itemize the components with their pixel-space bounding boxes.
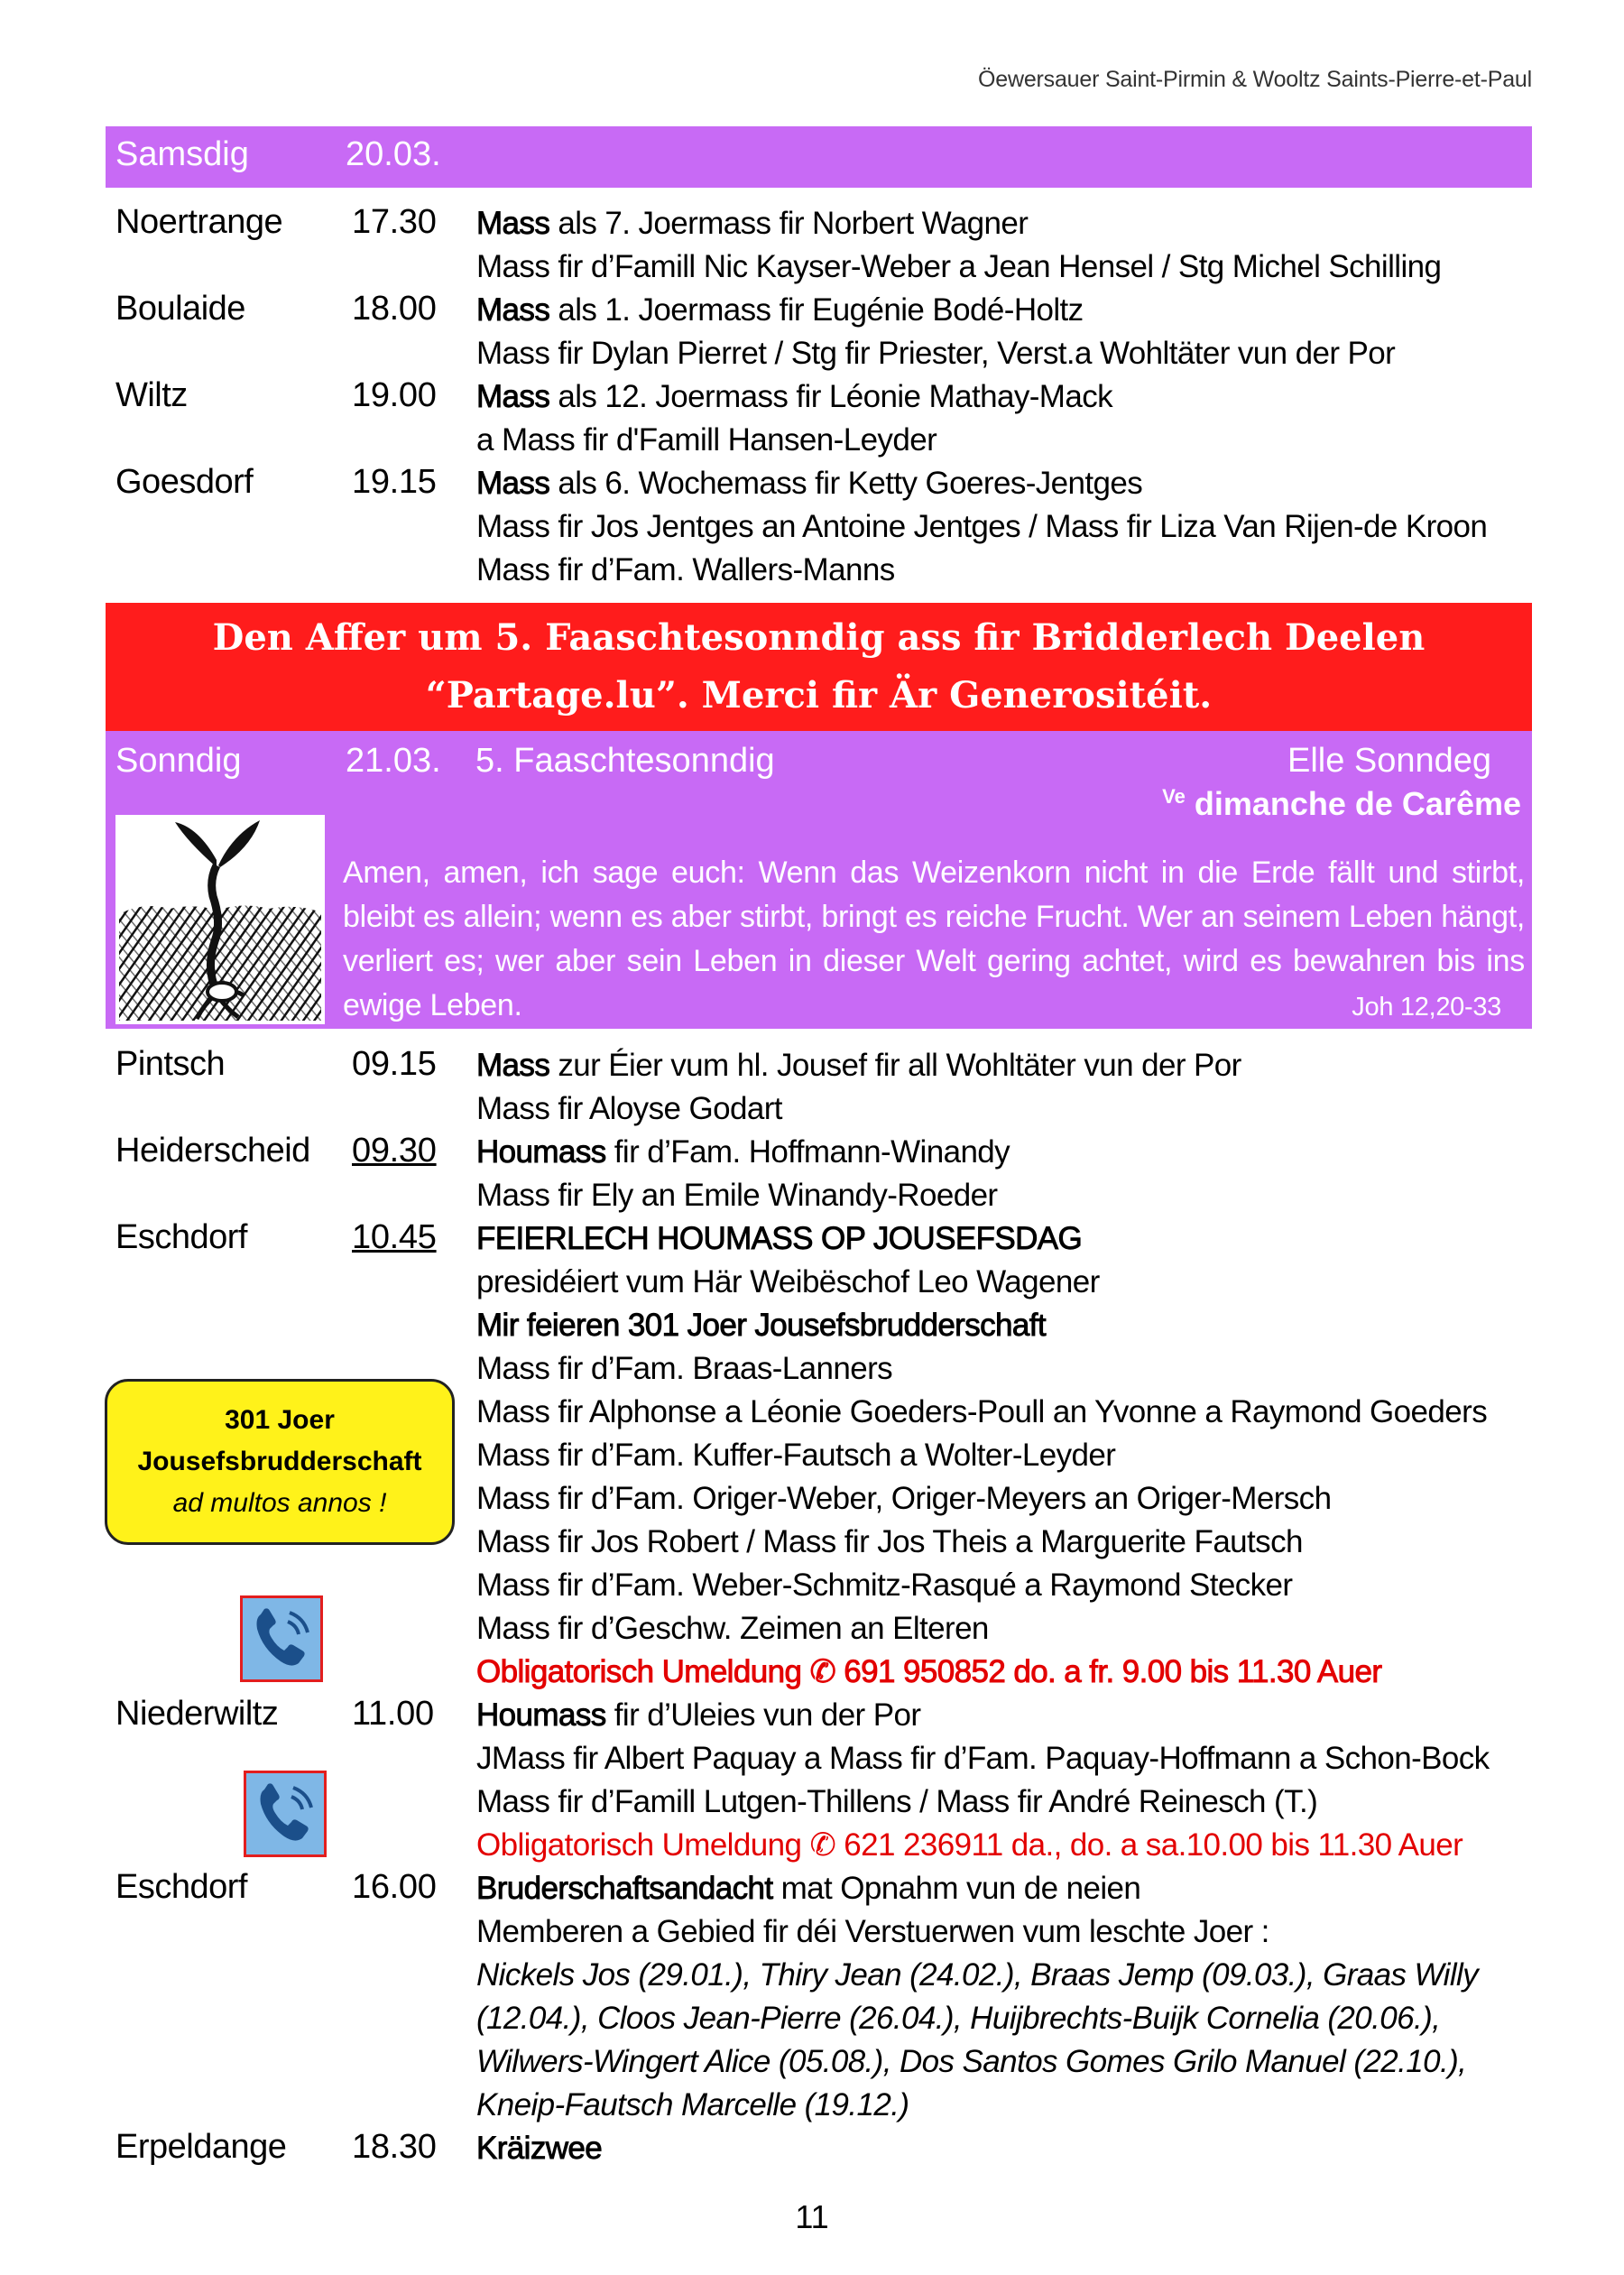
mass-line: Mass fir d’Fam. Braas-Lanners	[476, 1351, 893, 1386]
mass-line: Mass fir d’Fam. Origer-Weber, Origer-Meyers an Origer-Mersch	[476, 1481, 1332, 1516]
phone-glyph	[246, 1773, 324, 1854]
mass-line	[476, 1221, 1082, 1257]
saturday-band	[106, 126, 1532, 188]
mass-line: presidéiert vum Här Weibëschof Leo Wagener	[476, 1264, 1100, 1299]
time: 09.30	[352, 1132, 437, 1170]
mass-text: fir d’Fam. Hoffmann-Winandy	[605, 1134, 1010, 1170]
day-label: Sonndig	[115, 742, 242, 780]
mass-line: Mass fir d’Fam. Weber-Schmitz-Rasqué a Raymond Stecker	[476, 1568, 1293, 1603]
mass-text: als 12. Joermass fir Léonie Mathay-Mack	[549, 379, 1112, 414]
mass-line	[476, 206, 1028, 242]
time: 11.00	[352, 1695, 434, 1733]
mass-type: Mass	[476, 206, 550, 241]
mass-type: Mir feieren 301 Joer Jousefsbrudderschaft	[476, 1308, 1047, 1343]
date-label: 21.03.	[346, 742, 441, 780]
gospel-text: Amen, amen, ich sage euch: Wenn das Weizenkorn nicht in die Erde fällt und stirbt, bleibt es allein; wenn es aber stirbt, bringt es reiche Frucht. Wer an seinem Leben hängt, verliert es; wer aber sein Leben in dieser Welt gering achtet, wird es bewahren bis ins ewige Leben.	[343, 855, 1525, 1022]
place: Erpeldange	[115, 2128, 287, 2166]
callout-line: Jousefsbrudderschaft	[137, 1447, 422, 1476]
time: 18.30	[352, 2128, 437, 2166]
mass-line	[476, 379, 1112, 415]
phone-glyph	[243, 1598, 320, 1679]
place: Eschdorf	[115, 1218, 247, 1256]
seedling-icon	[115, 815, 325, 1024]
mass-type: Mass	[476, 292, 550, 328]
mass-type: Houmass	[476, 1697, 606, 1733]
deceased-list: (12.04.), Cloos Jean-Pierre (26.04.), Huijbrechts-Buijk Cornelia (20.06.),	[476, 2001, 1441, 2036]
mass-line	[476, 1697, 920, 1734]
mass-line	[476, 2131, 602, 2167]
place: Wiltz	[115, 376, 188, 414]
phone-icon	[240, 1595, 323, 1682]
mass-line: Memberen a Gebied fir déi Verstuerwen vum leschte Joer :	[476, 1914, 1269, 1949]
day-label: Samsdig	[115, 135, 249, 173]
mass-line	[476, 1308, 1046, 1344]
place: Noertrange	[115, 203, 283, 241]
time: 09.15	[352, 1045, 437, 1083]
mass-line	[476, 292, 1084, 328]
roman-numeral: Ve	[1162, 785, 1186, 808]
mass-type: Mass	[476, 379, 550, 414]
deceased-list: Nickels Jos (29.01.), Thiry Jean (24.02.), Braas Jemp (09.03.), Graas Willy	[476, 1957, 1479, 1993]
sunday-french-title	[1162, 785, 1521, 823]
date-label: 20.03.	[346, 135, 441, 173]
time: 19.00	[352, 376, 437, 414]
place: Goesdorf	[115, 463, 254, 501]
announcement-box	[106, 603, 1532, 731]
mass-line: Mass fir d’Fam. Kuffer-Fautsch a Wolter-Leyder	[476, 1438, 1116, 1473]
sprouting-seed-image	[115, 815, 325, 1024]
mass-type: Bruderschaftsandacht	[476, 1871, 773, 1906]
place: Heiderscheid	[115, 1132, 310, 1170]
deceased-list: Wilwers-Wingert Alice (05.08.), Dos Santos Gomes Grilo Manuel (22.10.),	[476, 2044, 1467, 2079]
mass-line	[476, 466, 1142, 502]
mass-text: fir d’Uleies vun der Por	[605, 1697, 921, 1733]
page-number: 11	[795, 2198, 829, 2235]
time: 10.45	[352, 1218, 437, 1256]
sunday-name-french: Elle Sonndeg	[1287, 742, 1492, 780]
mass-line	[476, 1048, 1241, 1084]
mass-line: Mass fir Ely an Emile Winandy-Roeder	[476, 1178, 998, 1213]
mass-line: Mass fir d’Famill Nic Kayser-Weber a Jean Hensel / Stg Michel Schilling	[476, 249, 1442, 284]
mass-text: als 1. Joermass fir Eugénie Bodé-Holtz	[549, 292, 1084, 328]
time: 19.15	[352, 463, 437, 501]
mass-line: Mass fir Dylan Pierret / Stg fir Priester, Verst.a Wohltäter vun der Por	[476, 336, 1396, 371]
time: 18.00	[352, 290, 437, 328]
place: Pintsch	[115, 1045, 226, 1083]
page-header: Öewersauer Saint-Pirmin & Wooltz Saints-Pierre-et-Paul	[978, 67, 1532, 92]
mass-line: Mass fir Aloyse Godart	[476, 1091, 782, 1126]
mass-line: Mass fir Alphonse a Léonie Goeders-Poull an Yvonne a Raymond Goeders	[476, 1394, 1488, 1429]
anniversary-callout	[105, 1379, 455, 1545]
mass-line: Mass fir d’Fam. Wallers-Manns	[476, 552, 895, 587]
mass-line	[476, 1871, 1140, 1907]
mass-text: zur Éier vum hl. Jousef fir all Wohltäter vun der Por	[549, 1048, 1241, 1083]
registration-notice: Obligatorisch Umeldung ✆ 691 950852 do. a fr. 9.00 bis 11.30 Auer	[476, 1654, 1382, 1689]
mass-type: FEIERLECH HOUMASS OP JOUSEFSDAG	[476, 1221, 1083, 1256]
place: Eschdorf	[115, 1868, 247, 1906]
mass-line: JMass fir Albert Paquay a Mass fir d’Fam. Paquay-Hoffmann a Schon-Bock	[476, 1741, 1490, 1776]
mass-type: Mass	[476, 466, 550, 501]
registration-notice: Obligatorisch Umeldung ✆ 621 236911 da., do. a sa.10.00 bis 11.30 Auer	[476, 1827, 1463, 1863]
gospel-quote	[343, 851, 1525, 1028]
french-title-text: dimanche de Carême	[1185, 785, 1521, 822]
mass-line: Mass fir Jos Jentges an Antoine Jentges / Mass fir Liza Van Rijen-de Kroon	[476, 509, 1488, 544]
mass-type: Kräizwee	[476, 2131, 603, 2166]
callout-line: ad multos annos !	[172, 1488, 387, 1518]
mass-line: Mass fir Jos Robert / Mass fir Jos Theis a Marguerite Fautsch	[476, 1524, 1303, 1559]
time: 17.30	[352, 203, 437, 241]
deceased-list: Kneip-Fautsch Marcelle (19.12.)	[476, 2087, 909, 2122]
mass-text: mat Opnahm vun de neien	[772, 1871, 1141, 1906]
mass-line	[476, 1134, 1010, 1170]
place: Boulaide	[115, 290, 245, 328]
announcement-line: “Partage.lu”. Merci fir Är Generositéit.	[425, 674, 1213, 717]
mass-line: Mass fir d’Famill Lutgen-Thillens / Mass fir André Reinesch (T.)	[476, 1784, 1318, 1819]
callout-line: 301 Joer	[225, 1405, 335, 1435]
mass-text: als 6. Wochemass fir Ketty Goeres-Jentges	[549, 466, 1143, 501]
mass-type: Houmass	[476, 1134, 606, 1170]
sunday-name: 5. Faaschtesonndig	[475, 742, 775, 780]
gospel-reference: Joh 12,20-33	[1352, 993, 1501, 1022]
mass-text: als 7. Joermass fir Norbert Wagner	[549, 206, 1029, 241]
announcement-line: Den Affer um 5. Faaschtesonndig ass fir Bridderlech Deelen	[212, 616, 1426, 659]
mass-line: a Mass fir d'Famill Hansen-Leyder	[476, 422, 937, 458]
time: 16.00	[352, 1868, 437, 1906]
mass-type: Mass	[476, 1048, 550, 1083]
place: Niederwiltz	[115, 1695, 279, 1733]
mass-line: Mass fir d’Geschw. Zeimen an Elteren	[476, 1611, 989, 1646]
phone-icon	[244, 1771, 327, 1857]
